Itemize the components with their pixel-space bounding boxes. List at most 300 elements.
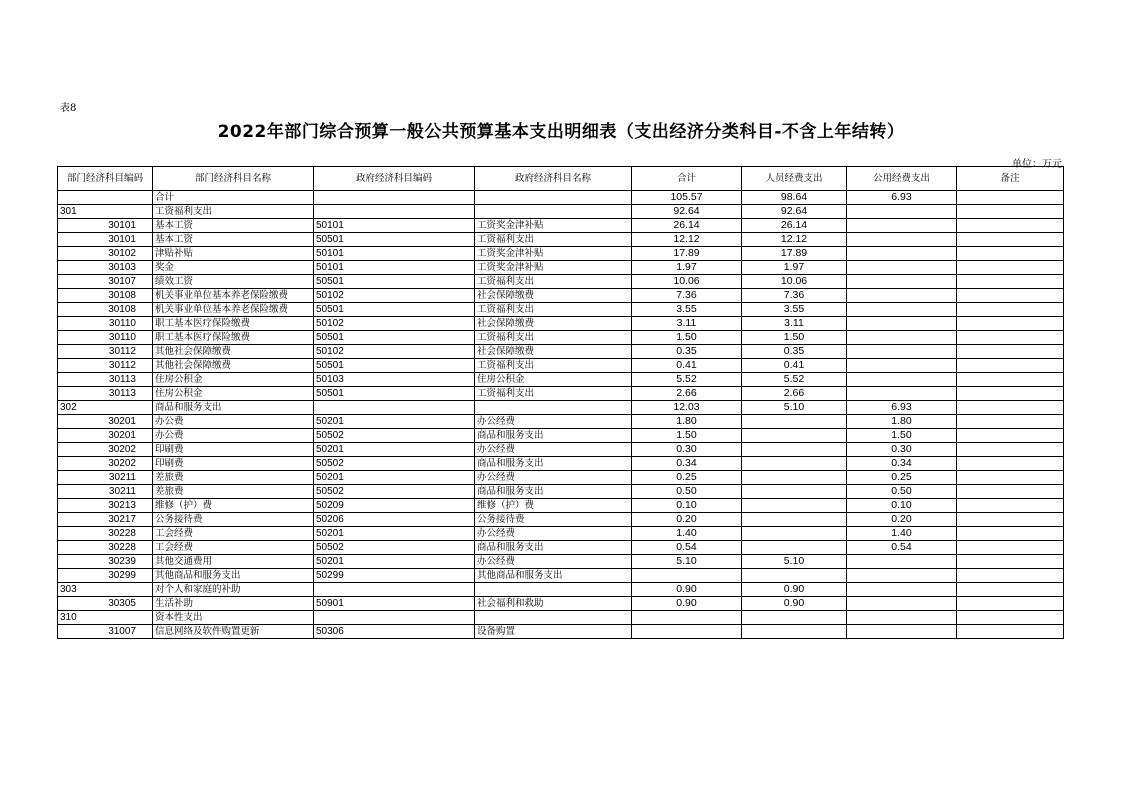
dept-name-cell: 差旅费 [153,471,314,485]
dept-name-cell: 印刷费 [153,457,314,471]
gov-code-cell: 50201 [314,443,475,457]
personnel-cell: 98.64 [742,191,847,205]
table-row [58,555,1064,569]
table-header [58,167,1064,191]
table-row [58,499,1064,513]
gov-code-cell: 50201 [314,555,475,569]
dept-name-cell: 工会经费 [153,527,314,541]
table-row [58,303,1064,317]
dept-name-cell: 其他商品和服务支出 [153,569,314,583]
total-cell: 0.54 [632,541,742,555]
table-row [58,401,1064,415]
gov-name-cell [475,205,632,219]
gov-code-cell: 50103 [314,373,475,387]
table-row [58,233,1064,247]
dept-code-cell: 303 [58,583,153,597]
dept-name-cell: 办公费 [153,429,314,443]
total-cell: 1.50 [632,429,742,443]
personnel-cell [742,443,847,457]
gov-code-cell: 50101 [314,219,475,233]
dept-name-cell: 资本性支出 [153,611,314,625]
gov-name-cell: 工资福利支出 [475,275,632,289]
dept-code-cell: 30112 [58,359,153,373]
public-cell: 0.30 [847,443,957,457]
public-cell [847,275,957,289]
gov-code-cell: 50501 [314,387,475,401]
gov-code-cell: 50501 [314,275,475,289]
personnel-cell [742,471,847,485]
gov-code-cell: 50901 [314,597,475,611]
gov-name-cell: 工资福利支出 [475,233,632,247]
note-cell [957,625,1064,639]
public-cell: 0.34 [847,457,957,471]
public-cell [847,373,957,387]
gov-name-cell: 商品和服务支出 [475,429,632,443]
total-cell: 12.12 [632,233,742,247]
dept-code-cell: 30211 [58,485,153,499]
total-cell: 105.57 [632,191,742,205]
total-cell: 1.50 [632,331,742,345]
public-cell [847,205,957,219]
note-cell [957,331,1064,345]
note-cell [957,345,1064,359]
table-row [58,289,1064,303]
table-row [58,443,1064,457]
note-cell [957,275,1064,289]
note-cell [957,457,1064,471]
personnel-cell [742,541,847,555]
dept-name-cell: 其他社会保障缴费 [153,359,314,373]
total-cell: 3.11 [632,317,742,331]
gov-name-cell [475,611,632,625]
dept-code-cell: 30202 [58,443,153,457]
header-dept-code: 部门经济科目编码 [58,167,153,191]
gov-name-cell: 办公经费 [475,415,632,429]
table-row [58,429,1064,443]
gov-code-cell: 50501 [314,359,475,373]
dept-code-cell: 301 [58,205,153,219]
gov-code-cell: 50201 [314,415,475,429]
public-cell: 6.93 [847,401,957,415]
table-row [58,527,1064,541]
personnel-cell [742,625,847,639]
total-cell: 0.34 [632,457,742,471]
gov-name-cell: 商品和服务支出 [475,485,632,499]
public-cell: 6.93 [847,191,957,205]
dept-name-cell: 住房公积金 [153,373,314,387]
public-cell [847,233,957,247]
total-cell: 0.50 [632,485,742,499]
personnel-cell: 17.89 [742,247,847,261]
table-row [58,331,1064,345]
gov-code-cell: 50502 [314,429,475,443]
gov-code-cell: 50306 [314,625,475,639]
personnel-cell: 0.41 [742,359,847,373]
public-cell: 1.40 [847,527,957,541]
dept-code-cell: 30211 [58,471,153,485]
public-cell [847,317,957,331]
public-cell [847,597,957,611]
table-row [58,625,1064,639]
total-cell: 0.20 [632,513,742,527]
table-row [58,373,1064,387]
gov-name-cell: 设备购置 [475,625,632,639]
dept-code-cell: 30113 [58,373,153,387]
note-cell [957,219,1064,233]
gov-name-cell: 工资奖金津补贴 [475,247,632,261]
dept-name-cell: 住房公积金 [153,387,314,401]
table-row [58,219,1064,233]
personnel-cell: 7.36 [742,289,847,303]
personnel-cell: 1.97 [742,261,847,275]
dept-name-cell: 办公费 [153,415,314,429]
total-cell: 92.64 [632,205,742,219]
public-cell [847,387,957,401]
total-cell: 17.89 [632,247,742,261]
dept-name-cell: 公务接待费 [153,513,314,527]
table-row [58,191,1064,205]
page-title: 2022年部门综合预算一般公共预算基本支出明细表（支出经济分类科目-不含上年结转） [217,122,905,142]
personnel-cell: 92.64 [742,205,847,219]
gov-code-cell: 50502 [314,485,475,499]
note-cell [957,303,1064,317]
dept-code-cell: 30201 [58,429,153,443]
dept-code-cell [58,191,153,205]
public-cell [847,289,957,303]
dept-name-cell: 印刷费 [153,443,314,457]
gov-code-cell: 50102 [314,289,475,303]
gov-name-cell: 住房公积金 [475,373,632,387]
gov-code-cell: 50101 [314,261,475,275]
personnel-cell: 0.35 [742,345,847,359]
table-row [58,345,1064,359]
dept-code-cell: 30201 [58,415,153,429]
table-row [58,261,1064,275]
dept-name-cell: 工会经费 [153,541,314,555]
total-cell: 0.10 [632,499,742,513]
total-cell: 0.90 [632,583,742,597]
note-cell [957,387,1064,401]
gov-code-cell [314,611,475,625]
public-cell [847,303,957,317]
total-cell: 12.03 [632,401,742,415]
total-cell: 5.10 [632,555,742,569]
note-cell [957,443,1064,457]
dept-code-cell: 30108 [58,303,153,317]
total-cell: 10.06 [632,275,742,289]
personnel-cell [742,429,847,443]
public-cell: 0.54 [847,541,957,555]
table-row [58,359,1064,373]
note-cell [957,261,1064,275]
personnel-cell [742,457,847,471]
public-cell [847,219,957,233]
public-cell [847,359,957,373]
dept-code-cell: 30202 [58,457,153,471]
budget-table [57,166,1064,639]
public-cell [847,583,957,597]
total-cell: 3.55 [632,303,742,317]
dept-name-cell: 生活补助 [153,597,314,611]
gov-code-cell: 50206 [314,513,475,527]
public-cell: 1.50 [847,429,957,443]
header-note: 备注 [957,167,1064,191]
dept-code-cell: 30110 [58,331,153,345]
header-gov-code: 政府经济科目编码 [314,167,475,191]
table-row [58,611,1064,625]
personnel-cell [742,611,847,625]
table-row [58,415,1064,429]
note-cell [957,499,1064,513]
personnel-cell [742,513,847,527]
dept-code-cell: 30108 [58,289,153,303]
public-cell [847,261,957,275]
gov-name-cell [475,191,632,205]
gov-name-cell: 其他商品和服务支出 [475,569,632,583]
public-cell [847,555,957,569]
gov-name-cell: 社会保障缴费 [475,289,632,303]
table-row [58,205,1064,219]
gov-code-cell: 50201 [314,527,475,541]
note-cell [957,233,1064,247]
gov-code-cell: 50501 [314,233,475,247]
dept-code-cell: 31007 [58,625,153,639]
gov-code-cell [314,583,475,597]
table-row [58,275,1064,289]
total-cell: 0.35 [632,345,742,359]
dept-name-cell: 其他交通费用 [153,555,314,569]
gov-name-cell: 工资福利支出 [475,387,632,401]
table-row [58,597,1064,611]
table-row [58,541,1064,555]
dept-code-cell: 30102 [58,247,153,261]
gov-code-cell: 50201 [314,471,475,485]
dept-name-cell: 职工基本医疗保险缴费 [153,317,314,331]
dept-name-cell: 机关事业单位基本养老保险缴费 [153,303,314,317]
personnel-cell [742,485,847,499]
total-cell [632,625,742,639]
total-cell: 26.14 [632,219,742,233]
public-cell [847,331,957,345]
gov-name-cell: 办公经费 [475,527,632,541]
dept-name-cell: 奖金 [153,261,314,275]
gov-name-cell: 社会保障缴费 [475,317,632,331]
gov-code-cell: 50299 [314,569,475,583]
note-cell [957,555,1064,569]
header-total: 合计 [632,167,742,191]
gov-code-cell: 50102 [314,317,475,331]
dept-name-cell: 基本工资 [153,219,314,233]
personnel-cell: 0.90 [742,597,847,611]
dept-name-cell: 绩效工资 [153,275,314,289]
table-row [58,457,1064,471]
note-cell [957,359,1064,373]
gov-code-cell [314,401,475,415]
note-cell [957,247,1064,261]
personnel-cell: 2.66 [742,387,847,401]
note-cell [957,597,1064,611]
note-cell [957,527,1064,541]
total-cell [632,569,742,583]
note-cell [957,513,1064,527]
note-cell [957,583,1064,597]
personnel-cell: 5.10 [742,555,847,569]
note-cell [957,429,1064,443]
total-cell: 1.97 [632,261,742,275]
gov-name-cell: 工资福利支出 [475,331,632,345]
total-cell: 2.66 [632,387,742,401]
header-personnel: 人员经费支出 [742,167,847,191]
gov-code-cell [314,191,475,205]
unit-label: 单位：万元 [1012,159,1062,170]
header-row [58,167,1064,191]
note-cell [957,317,1064,331]
table-row [58,485,1064,499]
gov-name-cell: 社会福利和救助 [475,597,632,611]
dept-code-cell: 30101 [58,219,153,233]
gov-name-cell: 商品和服务支出 [475,457,632,471]
dept-code-cell: 30112 [58,345,153,359]
personnel-cell [742,415,847,429]
dept-code-cell: 30101 [58,233,153,247]
dept-name-cell: 差旅费 [153,485,314,499]
table-number: 表8 [60,103,77,114]
public-cell [847,611,957,625]
dept-name-cell: 维修（护）费 [153,499,314,513]
personnel-cell: 5.52 [742,373,847,387]
personnel-cell: 10.06 [742,275,847,289]
note-cell [957,289,1064,303]
gov-name-cell: 办公经费 [475,471,632,485]
public-cell: 0.10 [847,499,957,513]
total-cell: 7.36 [632,289,742,303]
gov-name-cell: 工资福利支出 [475,359,632,373]
dept-code-cell: 30228 [58,541,153,555]
gov-code-cell: 50502 [314,541,475,555]
dept-name-cell: 其他社会保障缴费 [153,345,314,359]
dept-name-cell: 对个人和家庭的补助 [153,583,314,597]
public-cell [847,625,957,639]
gov-name-cell: 商品和服务支出 [475,541,632,555]
public-cell: 0.20 [847,513,957,527]
table-row [58,317,1064,331]
table-row [58,513,1064,527]
total-cell [632,611,742,625]
total-cell: 1.40 [632,527,742,541]
total-cell: 0.90 [632,597,742,611]
gov-code-cell: 50209 [314,499,475,513]
personnel-cell: 12.12 [742,233,847,247]
public-cell: 0.50 [847,485,957,499]
personnel-cell: 1.50 [742,331,847,345]
gov-name-cell: 办公经费 [475,443,632,457]
total-cell: 0.30 [632,443,742,457]
gov-code-cell: 50501 [314,303,475,317]
header-dept-name: 部门经济科目名称 [153,167,314,191]
dept-code-cell: 30239 [58,555,153,569]
gov-name-cell: 维修（护）费 [475,499,632,513]
table-row [58,387,1064,401]
dept-name-cell: 津贴补贴 [153,247,314,261]
public-cell [847,247,957,261]
header-gov-name: 政府经济科目名称 [475,167,632,191]
total-cell: 0.41 [632,359,742,373]
dept-code-cell: 30299 [58,569,153,583]
dept-code-cell: 30107 [58,275,153,289]
table-body [58,191,1064,639]
dept-code-cell: 30305 [58,597,153,611]
dept-code-cell: 30213 [58,499,153,513]
personnel-cell: 26.14 [742,219,847,233]
note-cell [957,373,1064,387]
dept-code-cell: 30103 [58,261,153,275]
personnel-cell [742,527,847,541]
gov-code-cell: 50101 [314,247,475,261]
dept-name-cell: 基本工资 [153,233,314,247]
dept-code-cell: 310 [58,611,153,625]
personnel-cell: 0.90 [742,583,847,597]
total-cell: 1.80 [632,415,742,429]
note-cell [957,611,1064,625]
public-cell [847,345,957,359]
note-cell [957,471,1064,485]
personnel-cell: 3.55 [742,303,847,317]
dept-name-cell: 职工基本医疗保险缴费 [153,331,314,345]
dept-name-cell: 机关事业单位基本养老保险缴费 [153,289,314,303]
gov-name-cell: 社会保障缴费 [475,345,632,359]
dept-code-cell: 30113 [58,387,153,401]
gov-code-cell: 50501 [314,331,475,345]
dept-name-cell: 工资福利支出 [153,205,314,219]
public-cell: 0.25 [847,471,957,485]
table-row [58,569,1064,583]
gov-code-cell: 50502 [314,457,475,471]
gov-name-cell: 工资福利支出 [475,303,632,317]
dept-name-cell: 信息网络及软件购置更新 [153,625,314,639]
dept-code-cell: 30217 [58,513,153,527]
total-cell: 0.25 [632,471,742,485]
gov-name-cell [475,583,632,597]
note-cell [957,415,1064,429]
note-cell [957,191,1064,205]
note-cell [957,205,1064,219]
note-cell [957,541,1064,555]
dept-code-cell: 30110 [58,317,153,331]
personnel-cell [742,569,847,583]
public-cell [847,569,957,583]
dept-name-cell: 商品和服务支出 [153,401,314,415]
note-cell [957,569,1064,583]
gov-name-cell [475,401,632,415]
dept-code-cell: 30228 [58,527,153,541]
table-row [58,471,1064,485]
gov-name-cell: 工资奖金津补贴 [475,219,632,233]
gov-code-cell: 50102 [314,345,475,359]
gov-name-cell: 办公经费 [475,555,632,569]
note-cell [957,485,1064,499]
table-row [58,247,1064,261]
gov-name-cell: 工资奖金津补贴 [475,261,632,275]
header-public: 公用经费支出 [847,167,957,191]
gov-name-cell: 公务接待费 [475,513,632,527]
personnel-cell: 5.10 [742,401,847,415]
total-cell: 5.52 [632,373,742,387]
dept-name-cell: 合计 [153,191,314,205]
public-cell: 1.80 [847,415,957,429]
note-cell [957,401,1064,415]
dept-code-cell: 302 [58,401,153,415]
table-row [58,583,1064,597]
